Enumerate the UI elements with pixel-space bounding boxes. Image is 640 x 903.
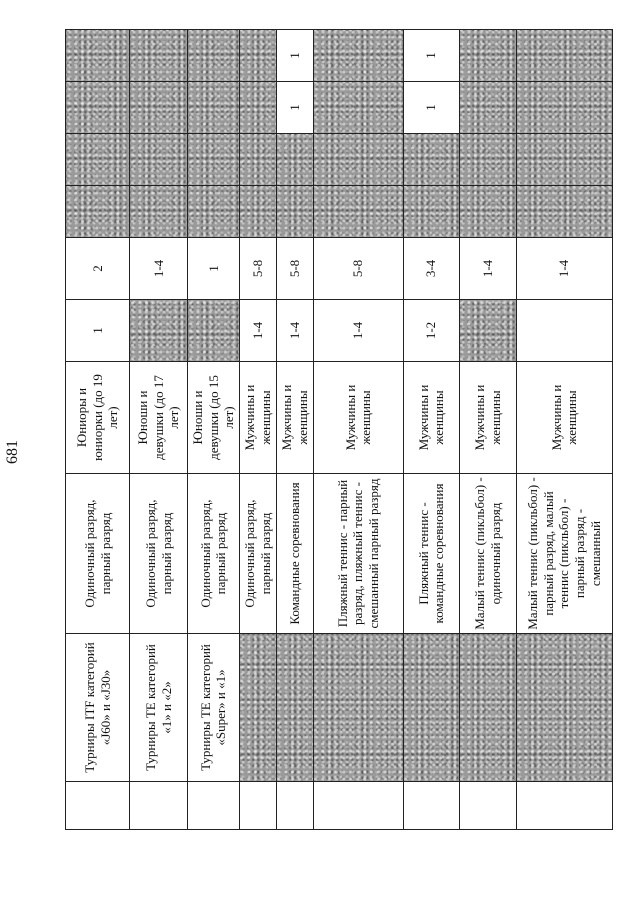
value-cell — [276, 134, 313, 186]
value-cell — [516, 186, 612, 238]
gender-age-cell: Юноши и девушки (до 15 лет) — [188, 362, 240, 474]
table-row — [239, 30, 276, 830]
value-cell — [66, 134, 130, 186]
page-number-text: 681 — [4, 440, 21, 464]
table-row — [66, 30, 130, 830]
gender-age-cell: Мужчины и женщины — [516, 362, 612, 474]
value-cell — [516, 30, 612, 82]
value-cell — [516, 300, 612, 362]
value-cell: 1-4 — [239, 300, 276, 362]
gender-age-cell: Мужчины и женщины — [239, 362, 276, 474]
gender-age-cell: Мужчины и женщины — [459, 362, 516, 474]
table-row — [276, 30, 313, 830]
discipline-cell: Малый теннис (пикльбол) - парный разряд, малый теннис (пикльбол) - парный разряд - смешанный — [516, 474, 612, 634]
value-cell: 1 — [403, 30, 459, 82]
value-cell: 1 — [403, 82, 459, 134]
blank-cell — [403, 782, 459, 830]
value-cell: 3-4 — [403, 238, 459, 300]
discipline-cell: Одиночный разряд, парный разряд — [239, 474, 276, 634]
value-cell — [130, 30, 188, 82]
value-cell — [459, 82, 516, 134]
table-row — [403, 30, 459, 830]
value-cell — [239, 186, 276, 238]
event-cell — [459, 634, 516, 782]
value-cell — [516, 82, 612, 134]
discipline-cell: Малый теннис (пикльбол) - одиночный разряд — [459, 474, 516, 634]
event-cell — [239, 634, 276, 782]
event-cell — [516, 634, 612, 782]
value-cell: 1-4 — [276, 300, 313, 362]
blank-cell — [66, 782, 130, 830]
value-cell: 1-4 — [130, 238, 188, 300]
value-cell: 1 — [276, 82, 313, 134]
discipline-cell: Командные соревнования — [276, 474, 313, 634]
value-cell — [459, 300, 516, 362]
value-cell — [188, 30, 240, 82]
value-cell: 1 — [188, 238, 240, 300]
table-row — [188, 30, 240, 830]
value-cell — [188, 300, 240, 362]
blank-cell — [313, 782, 403, 830]
discipline-cell: Одиночный разряд, парный разряд — [66, 474, 130, 634]
event-cell: Турниры ТЕ категорий «1» и «2» — [130, 634, 188, 782]
discipline-cell: Одиночный разряд, парный разряд — [130, 474, 188, 634]
gender-age-cell: Юниоры и юниорки (до 19 лет) — [66, 362, 130, 474]
value-cell — [459, 186, 516, 238]
gender-age-cell: Мужчины и женщины — [313, 362, 403, 474]
table-row — [130, 30, 188, 830]
blank-cell — [276, 782, 313, 830]
blank-cell — [239, 782, 276, 830]
value-cell — [516, 134, 612, 186]
value-cell — [239, 82, 276, 134]
value-cell — [459, 134, 516, 186]
table-row — [459, 30, 516, 830]
value-cell — [130, 82, 188, 134]
value-cell: 1-4 — [516, 238, 612, 300]
value-cell — [313, 186, 403, 238]
value-cell: 1-4 — [459, 238, 516, 300]
value-cell — [130, 134, 188, 186]
discipline-cell: Пляжный теннис - парный разряд, пляжный теннис - смешанный парный разряд — [313, 474, 403, 634]
value-cell: 5-8 — [239, 238, 276, 300]
value-cell: 1-4 — [313, 300, 403, 362]
value-cell — [239, 30, 276, 82]
value-cell: 1 — [66, 300, 130, 362]
value-cell — [130, 300, 188, 362]
value-cell: 5-8 — [276, 238, 313, 300]
event-cell: Турниры ITF категорий «J60» и «J30» — [66, 634, 130, 782]
value-cell — [130, 186, 188, 238]
event-cell: Турниры ТЕ категорий «Super» и «1» — [188, 634, 240, 782]
gender-age-cell: Мужчины и женщины — [403, 362, 459, 474]
value-cell — [188, 82, 240, 134]
value-cell — [66, 82, 130, 134]
value-cell — [276, 186, 313, 238]
value-cell — [66, 186, 130, 238]
discipline-cell: Пляжный теннис - командные соревнования — [403, 474, 459, 634]
value-cell: 5-8 — [313, 238, 403, 300]
gender-age-cell: Мужчины и женщины — [276, 362, 313, 474]
blank-cell — [130, 782, 188, 830]
gender-age-cell: Юноши и девушки (до 17 лет) — [130, 362, 188, 474]
blank-cell — [188, 782, 240, 830]
value-cell: 1 — [276, 30, 313, 82]
value-cell — [403, 186, 459, 238]
value-cell — [188, 134, 240, 186]
event-cell — [276, 634, 313, 782]
blank-cell — [516, 782, 612, 830]
value-cell — [239, 134, 276, 186]
value-cell: 2 — [66, 238, 130, 300]
event-cell — [403, 634, 459, 782]
blank-cell — [459, 782, 516, 830]
discipline-cell: Одиночный разряд, парный разряд — [188, 474, 240, 634]
value-cell — [313, 82, 403, 134]
table-row — [516, 30, 612, 830]
value-cell — [313, 134, 403, 186]
value-cell: 1-2 — [403, 300, 459, 362]
value-cell — [66, 30, 130, 82]
value-cell — [403, 134, 459, 186]
table-row — [313, 30, 403, 830]
value-cell — [188, 186, 240, 238]
event-cell — [313, 634, 403, 782]
value-cell — [313, 30, 403, 82]
results-table — [65, 29, 613, 830]
value-cell — [459, 30, 516, 82]
